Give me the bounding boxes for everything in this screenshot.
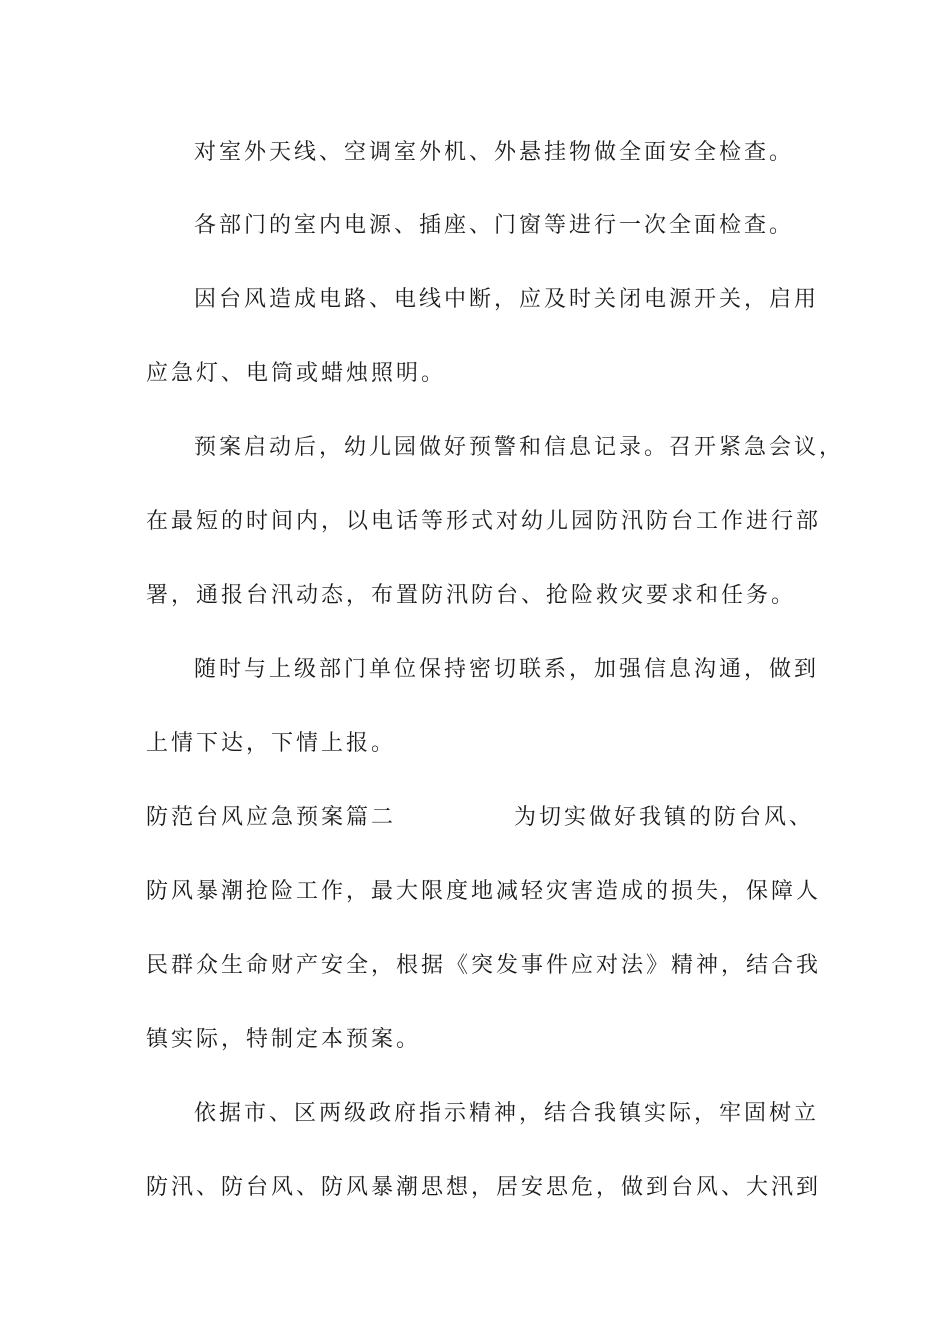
paragraph-line: 因台风造成电路、电线中断，应及时关闭电源开关，启用 xyxy=(194,287,820,312)
paragraph-line: 防风暴潮抢险工作，最大限度地减轻灾害造成的损失，保障人 xyxy=(146,879,822,904)
paragraph-line: 依据市、区两级政府指示精神，结合我镇实际，牢固树立 xyxy=(194,1101,820,1126)
paragraph-line: 应急灯、电筒或蜡烛照明。 xyxy=(146,361,447,386)
section-heading: 防范台风应急预案篇二 xyxy=(146,805,397,830)
paragraph-line: 上情下达，下情上报。 xyxy=(146,731,397,756)
paragraph-line: 镇实际，特制定本预案。 xyxy=(146,1027,422,1052)
paragraph-line: 防汛、防台风、防风暴潮思想，居安思危，做到台风、大汛到 xyxy=(146,1175,822,1200)
paragraph-line: 各部门的室内电源、插座、门窗等进行一次全面检查。 xyxy=(194,213,795,238)
paragraph-line: 民群众生命财产安全，根据《突发事件应对法》精神，结合我 xyxy=(146,953,822,978)
paragraph-line: 署，通报台汛动态，布置防汛防台、抢险救灾要求和任务。 xyxy=(146,583,797,608)
paragraph-line: 预案启动后，幼儿园做好预警和信息记录。召开紧急会议， xyxy=(194,435,845,460)
section-lead-text: 为切实做好我镇的防台风、 xyxy=(514,805,815,830)
paragraph-line: 对室外天线、空调室外机、外悬挂物做全面安全检查。 xyxy=(194,140,795,165)
paragraph-line: 在最短的时间内，以电话等形式对幼儿园防汛防台工作进行部 xyxy=(146,509,822,534)
paragraph-line: 随时与上级部门单位保持密切联系，加强信息沟通，做到 xyxy=(194,657,820,682)
